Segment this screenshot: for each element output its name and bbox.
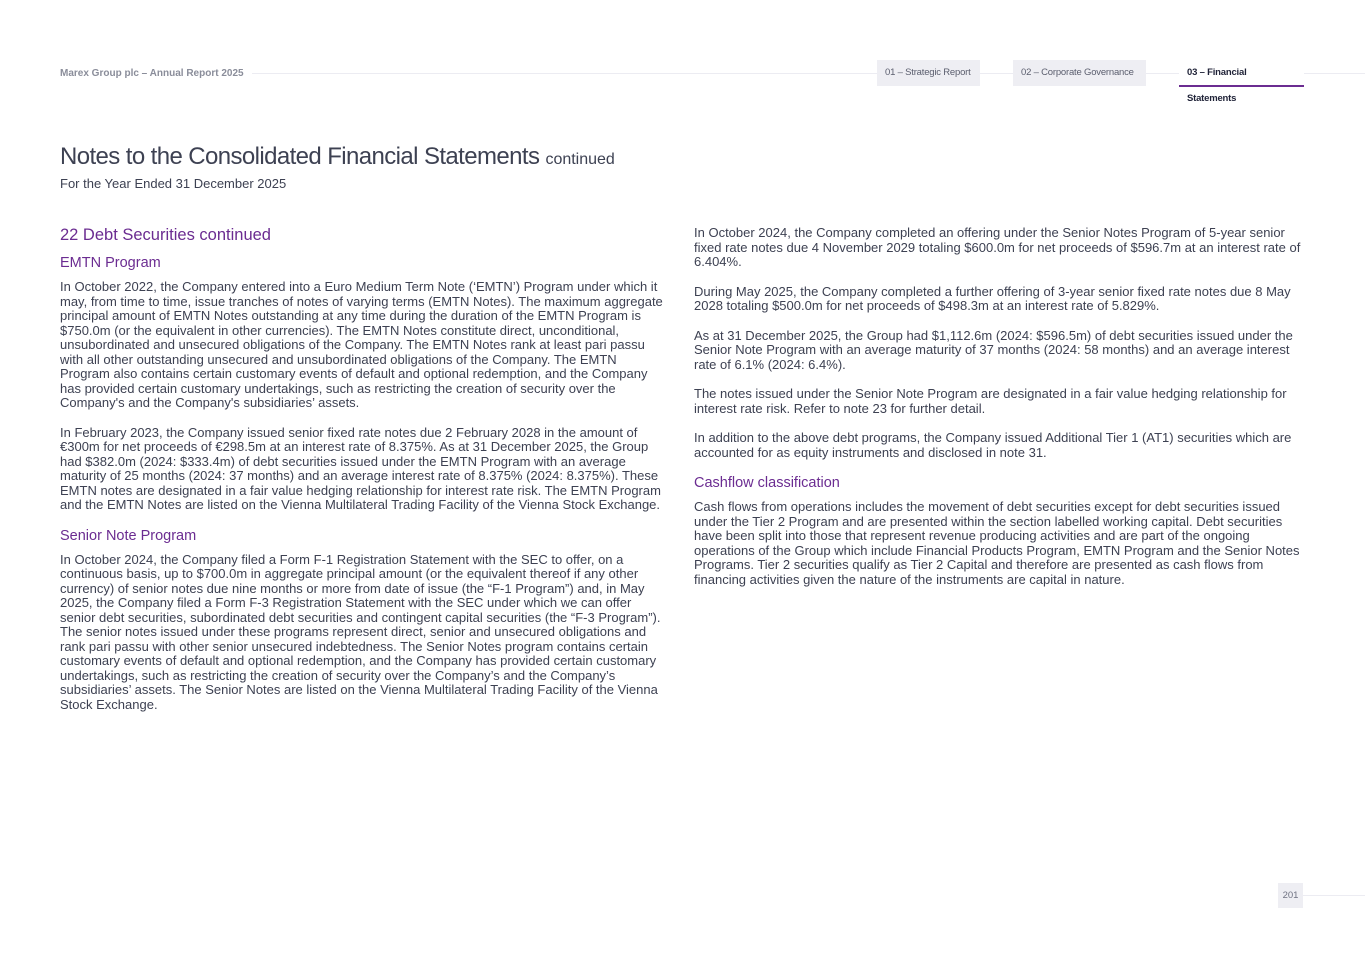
left-column bbox=[60, 226, 668, 727]
page-subtitle: For the Year Ended 31 December 2025 bbox=[60, 176, 287, 191]
senior-note-paragraph: In October 2024, the Company filed a Form F-1 Registration Statement with the SEC to offer, on a continuous basis, up to $700.0m in aggregate principal amount (or the equivalent thereof if any other currency) of senior notes due nine months or more from date of issue (the “F-1 Program”) and, in May 2025, the Company filed a Form F-3 Registration Statement with the SEC under which we can offer senior debt securities, subordinated debt securities and contingent capital securities (the “F-3 Program”). The senior notes issued under these programs represent direct, senior and unsecured obligations and rank pari passu with other senior unsecured indebtedness. The Senior Notes program contains certain customary events of default and optional redemption, and the Company has provided certain customary undertakings, such as restricting the creation of security over the Company’s and the Company’s subsidiaries’ assets. The Senior Notes are listed on the Vienna Multilateral Trading Facility of the Vienna Stock Exchange. bbox=[60, 551, 661, 712]
right-paragraph-3: As at 31 December 2025, the Group had $1,112.6m (2024: $596.5m) of debt securities issued under the Senior Note Program with an average maturity of 37 months (2024: 58 months) and an average interest rate of 6.1% (2024: 6.4%). bbox=[694, 327, 1293, 372]
emtn-paragraph-1: In October 2022, the Company entered into a Euro Medium Term Note (‘EMTN’) Program under which it may, from time to time, issue tranches of notes of varying terms (EMTN Notes). The maximum aggregate principal amount of EMTN Notes outstanding at any time during the duration of the EMTN Program is $750.0m (or the equivalent in other currencies). The EMTN Notes constitute direct, unconditional, unsubordinated and unsecured obligations of the Company. The EMTN Notes rank at least pari passu with all other outstanding unsecured and unsubordinated obligations of the Company. The EMTN Program also contains certain customary events of default and optional redemption, and the Company has provided certain customary undertakings, such as restricting the creation of security over the Company's and the Company's subsidiaries’ assets. bbox=[60, 279, 663, 410]
cashflow-heading: Cashflow classification bbox=[694, 475, 840, 491]
tab-financial-statements[interactable]: 03 – Financial Statements bbox=[1179, 60, 1304, 87]
page-title-suffix: continued bbox=[545, 151, 615, 168]
emtn-heading: EMTN Program bbox=[60, 255, 161, 271]
section-suffix: continued bbox=[199, 226, 271, 244]
section-title: 22 Debt Securities bbox=[60, 226, 195, 244]
right-paragraph-4: The notes issued under the Senior Note Program are designated in a fair value hedging relationship for interest rate risk. Refer to note 23 for further detail. bbox=[694, 386, 1287, 416]
emtn-paragraph-2: In February 2023, the Company issued senior fixed rate notes due 2 February 2028 in the amount of €300m for net proceeds of €298.5m at an interest rate of 8.375%. As at 31 December 2025, the Group had $382.0m (2024: $333.4m) of debt securities issued under the EMTN Program with an average maturity of 25 months (2024: 37 months) and an average interest rate of 8.375% (2024: 8.375%). These EMTN notes are designated in a fair value hedging relationship for interest rate risk. The EMTN Program and the EMTN Notes are listed on the Vienna Multilateral Trading Facility of the Vienna Stock Exchange. bbox=[60, 424, 661, 512]
report-title: Marex Group plc – Annual Report 2025 bbox=[60, 68, 252, 79]
right-paragraph-2: During May 2025, the Company completed a further offering of 3-year senior fixed rate notes due 8 May 2028 totaling $500.0m for net proceeds of $498.3m at an interest rate of 5.829%. bbox=[694, 283, 1291, 313]
right-paragraph-1: In October 2024, the Company completed an offering under the Senior Notes Program of 5-year senior fixed rate notes due 4 November 2029 totaling $600.0m for net proceeds of $596.7m at an interest rate of 6.404%. bbox=[694, 225, 1301, 269]
section-heading bbox=[60, 226, 668, 245]
tab-strategic-report[interactable]: 01 – Strategic Report bbox=[877, 60, 980, 86]
footer-divider bbox=[1303, 895, 1365, 896]
page-title bbox=[60, 143, 615, 171]
tab-corporate-governance[interactable]: 02 – Corporate Governance bbox=[1013, 60, 1146, 86]
page-title-text: Notes to the Consolidated Financial Statements bbox=[60, 143, 540, 170]
right-paragraph-5: In addition to the above debt programs, the Company issued Additional Tier 1 (AT1) securities which are accounted for as equity instruments and disclosed in note 31. bbox=[694, 430, 1292, 460]
senior-note-heading: Senior Note Program bbox=[60, 527, 197, 544]
cashflow-paragraph: Cash flows from operations includes the movement of debt securities except for debt securities issued under the Tier 2 Program and are presented within the section labelled working capital. Debt securities have been split into those that represent revenue producing activities and are part of the ongoing operations of the Group which include Financial Products Program, EMTN Program and the Senior Notes Programs. Tier 2 securities qualify as Tier 2 Capital and therefore are presented as cash flows from financing activities given the nature of the instruments are capital in nature. bbox=[694, 499, 1300, 587]
page-number: 201 bbox=[1278, 883, 1303, 908]
right-column bbox=[694, 226, 1302, 602]
